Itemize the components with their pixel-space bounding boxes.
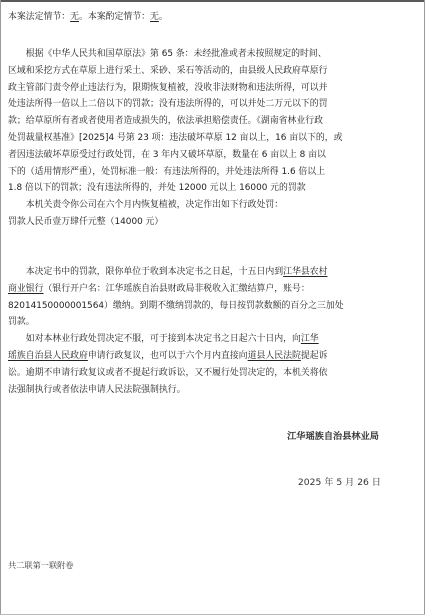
copy-note: 共二联第一联附卷 [8, 560, 74, 570]
payment-line: 商业银行（银行开户名：江华瑶族自治县财政局非税收入汇缴结算户，账号： [8, 283, 310, 294]
bank-name-part2: 商业银行 [8, 283, 44, 294]
payment-line: 罚款。 [8, 317, 35, 328]
basis-line: 者因违法破坏草原受过行政处罚，在 3 年内又破坏草原，数量在 6 亩以上 8 亩以 [8, 149, 326, 160]
payment-line: 82014150000001564）缴纳。到期不缴纳罚款的，每日按罚款数额的百分之三加处 [8, 300, 344, 311]
basis-line: 根据《中华人民共和国草原法》第 65 条：未经批准或者未按照规定的时间、 [8, 49, 327, 59]
review-authority-part1: 江华 [300, 334, 319, 345]
page-border-left [0, 0, 1, 615]
payment-line: 本决定书中的罚款，限你单位于收到本决定书之日起，十五日内到江华县农村 [8, 267, 328, 277]
court-name: 道县人民法院 [247, 350, 301, 361]
basis-line: 处违法所得一倍以上二倍以下的罚款；没有违法所得的，可以并处二万元以下的罚 [8, 99, 328, 110]
circumstances-line: 本案法定情节：无。本案酌定情节：无。 [8, 12, 168, 22]
penalty-amount-line: 罚款人民币壹万肆仟元整（14000 元） [8, 216, 164, 227]
appeal-line: 如对本林业行政处罚决定不服，可于接到本决定书之日起六十日内，向江华 [8, 334, 319, 345]
statutory-circumstance-value: 无 [70, 12, 79, 22]
page-border-top [0, 0, 425, 2]
bank-name-part1: 江华县农村 [283, 267, 328, 277]
decision-line: 本机关责令你公司在六个月内恢复植被，决定作出如下行政处罚： [8, 200, 284, 211]
appeal-line: 讼。逾期不申请行政复议或者不提起行政诉讼，又不履行处罚决定的，本机关将依 [8, 367, 328, 378]
payment-and-appeal-section [8, 264, 418, 398]
case-circumstances [8, 9, 418, 26]
review-authority-part2: 瑶族自治县人民政府 [8, 350, 88, 361]
discretionary-circumstance-value: 无 [150, 12, 159, 22]
basis-line: 1.8 倍以下的罚款；没有违法所得的，并处 12000 元以上 16000 元的罚款 [8, 183, 306, 194]
issue-date: 2025 年 5 月 26 日 [297, 477, 381, 488]
legal-basis-section [8, 46, 418, 231]
basis-line: 款；给草原所有者或者使用者造成损失的，依法承担赔偿责任。《湖南省林业行政 [8, 116, 324, 127]
basis-line: 下的（适用情形严重），处罚标准一般：有违法所得的，并处违法所得 1.6 倍以上 [8, 166, 326, 177]
basis-line: 政主管部门责令停止违法行为，限期恢复植被，没收非法财物和违法所得，可以并 [8, 82, 328, 93]
basis-line: 处罚裁量权基准》[2025]4 号第 23 项：违法破坏草原 12 亩以上，16 亩以下的，或 [8, 132, 343, 143]
appeal-line: 瑶族自治县人民政府申请行政复议，也可以于六个月内直接向道县人民法院提起诉 [8, 350, 328, 361]
appeal-line: 法强制执行或者依法申请人民法院强制执行。 [8, 384, 186, 395]
basis-line: 区域和采挖方式在草原上进行采土、采砂、采石等活动的，由县级人民政府草原行 [8, 65, 328, 76]
issuing-organization: 江华瑶族自治县林业局 [287, 431, 379, 442]
